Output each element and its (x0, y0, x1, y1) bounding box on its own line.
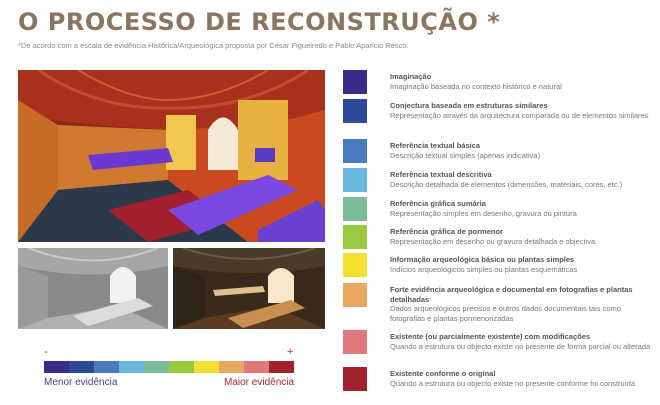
legend-item-description: Representação simples em desenho, gravura ou pintura (390, 208, 577, 218)
legend-swatch (343, 168, 367, 192)
legend-item-title: Referência textual básica (390, 141, 481, 150)
scale-segment (44, 361, 69, 373)
scale-low-label: Menor evidência (44, 377, 118, 388)
legend-item-description: Quando a estrutura ou objecto existe no presente conforme foi construída (390, 378, 636, 388)
legend-swatch (343, 70, 367, 94)
legend-item-description: Descrição detalhada de elementos (dimensões, materiais, cores, etc.) (390, 179, 623, 189)
legend-item-title: Referência gráfica sumária (390, 199, 486, 208)
scale-segment (169, 361, 194, 373)
scale-segment (194, 361, 219, 373)
legend-text (390, 141, 652, 160)
legend-item-description: Indícios arqueológicos simples ou plantas esquemáticas (390, 264, 578, 274)
legend-item-title: Imaginação (390, 72, 432, 81)
scale-segment (244, 361, 269, 373)
scale-segment (219, 361, 244, 373)
legend-item-title: Referência gráfica de pormenor (390, 227, 503, 236)
legend-item-description: Dados arqueológicos precisos e outros dados documentais tais como fotografias e plantas pormenorizadas (390, 304, 621, 323)
clay-render-thumbnail (18, 248, 168, 329)
legend-swatch (343, 197, 367, 221)
page-subtitle: *De acordo com a escala de evidência Histórica/Arqueológica proposta por César Figueiredo e Pablo Aparicio Resco. (18, 41, 409, 50)
legend-text (390, 285, 652, 323)
scale-segment (119, 361, 144, 373)
legend-swatch (343, 225, 367, 249)
legend-swatch (343, 253, 367, 277)
page-title: O PROCESSO DE RECONSTRUÇÃO * (18, 8, 501, 36)
legend-item-description: Descrição textual simples (apenas indicativa) (390, 150, 541, 160)
legend-text (390, 369, 652, 388)
main-reconstruction-render (18, 70, 325, 242)
legend-swatch (343, 139, 367, 163)
legend-item-description: Representação em desenho ou gravura detalhada e objectiva (390, 236, 596, 246)
legend-item-description: Quando a estrutura ou objecto existe no presente de forma parcial ou alterada (390, 341, 651, 351)
legend-text (390, 199, 652, 218)
legend-swatch (343, 330, 367, 354)
legend-swatch (343, 283, 367, 307)
legend-text (390, 255, 652, 274)
legend-item-title: Existente (ou parcialmente existente) com modificações (390, 332, 591, 341)
scale-segment (69, 361, 94, 373)
textured-render-thumbnail (173, 248, 325, 329)
legend-text (390, 101, 652, 120)
scale-segment (269, 361, 294, 373)
legend-text (390, 227, 652, 246)
legend-swatch (343, 99, 367, 123)
legend-item-title: Forte evidência arqueológica e documental em fotografias e plantas detalhadas (390, 285, 633, 304)
scale-segment (94, 361, 119, 373)
legend-item-description: Representação através da arquitectura comparada ou de elementos similares (390, 110, 649, 120)
legend-item-title: Referência textual descritiva (390, 170, 492, 179)
legend-item-title: Conjectura baseada em estruturas similares (390, 101, 548, 110)
legend-text (390, 72, 652, 91)
legend-text (390, 332, 652, 351)
legend-item-description: Imaginação baseada no contexto histórico e natural (390, 81, 562, 91)
evidence-scale-bar (44, 361, 294, 373)
legend-item-title: Existente conforme o original (390, 369, 496, 378)
legend-item-title: Informação arqueológica básica ou plantas simples (390, 255, 575, 264)
legend-text (390, 170, 652, 189)
scale-high-label: Maior evidência (224, 377, 295, 388)
scale-segment (144, 361, 169, 373)
legend-swatch (343, 367, 367, 391)
scale-plus-sign: + (287, 346, 294, 358)
scale-minus-sign: - (44, 346, 48, 358)
